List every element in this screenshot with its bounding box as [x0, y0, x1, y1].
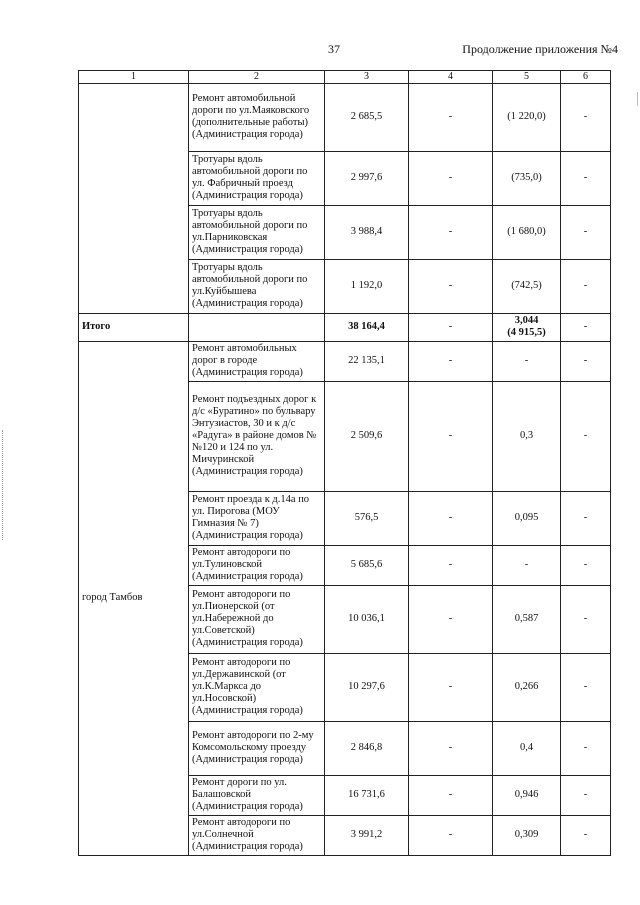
- value-cell: -: [409, 491, 493, 545]
- description-cell: Тротуары вдоль автомобильной дороги по ул.Куйбышева (Администрация города): [189, 259, 325, 313]
- value-cell: -: [409, 815, 493, 855]
- description-cell: Ремонт автодороги по ул.Солнечной (Администрация города): [189, 815, 325, 855]
- column-header: 3: [325, 71, 409, 84]
- appendix-note: Продолжение приложения №4: [462, 42, 618, 56]
- table-row: [79, 83, 611, 151]
- edge-mark: [631, 92, 638, 106]
- value-cell: -: [493, 341, 561, 381]
- total-value-5: [493, 313, 561, 341]
- value-cell: -: [409, 381, 493, 491]
- value-cell: 2 685,5: [325, 83, 409, 151]
- description-cell: Ремонт автодороги по ул.Державинской (от ул.К.Маркса до ул.Носовской) (Администрация города): [189, 653, 325, 721]
- value-cell: -: [561, 381, 611, 491]
- value-cell: 576,5: [325, 491, 409, 545]
- total-value: 38 164,4: [325, 313, 409, 341]
- value-cell: -: [561, 545, 611, 585]
- total-row: [79, 313, 611, 341]
- data-table: [78, 70, 611, 856]
- group-name-cell: город Тамбов: [79, 341, 189, 855]
- value-cell: -: [561, 341, 611, 381]
- description-cell: Ремонт подъездных дорог к д/с «Буратино» по бульвару Энтузиастов, 30 и к д/с «Радуга» в районе домов №№120 и 124 по ул. Мичуринской (Администрация города): [189, 381, 325, 491]
- value-cell: -: [561, 83, 611, 151]
- total-value-line: 3,044: [514, 314, 539, 326]
- value-cell: (742,5): [493, 259, 561, 313]
- value-cell: 0,4: [493, 721, 561, 775]
- value-cell: -: [409, 259, 493, 313]
- value-cell: -: [409, 653, 493, 721]
- value-cell: -: [409, 151, 493, 205]
- value-cell: 0,095: [493, 491, 561, 545]
- value-cell: 1 192,0: [325, 259, 409, 313]
- value-cell: 3 991,2: [325, 815, 409, 855]
- value-cell: 16 731,6: [325, 775, 409, 815]
- value-cell: 0,3: [493, 381, 561, 491]
- group-name-cell: [79, 83, 189, 313]
- value-cell: -: [561, 259, 611, 313]
- value-cell: 10 036,1: [325, 585, 409, 653]
- value-cell: -: [493, 545, 561, 585]
- value-cell: -: [561, 205, 611, 259]
- value-cell: 2 846,8: [325, 721, 409, 775]
- column-header: 5: [493, 71, 561, 84]
- value-cell: (735,0): [493, 151, 561, 205]
- value-cell: -: [561, 585, 611, 653]
- value-cell: 22 135,1: [325, 341, 409, 381]
- value-cell: (1 680,0): [493, 205, 561, 259]
- value-cell: -: [409, 83, 493, 151]
- description-cell: Тротуары вдоль автомобильной дороги по ул.Парниковская (Администрация города): [189, 205, 325, 259]
- value-cell: -: [409, 585, 493, 653]
- margin-mark: [2, 430, 5, 540]
- value-cell: 0,587: [493, 585, 561, 653]
- total-value: -: [561, 313, 611, 341]
- value-cell: 2 997,6: [325, 151, 409, 205]
- value-cell: -: [561, 653, 611, 721]
- description-cell: Ремонт автодороги по ул.Пионерской (от ул.Набережной до ул.Советской) (Администрация города): [189, 585, 325, 653]
- total-label: Итого: [79, 313, 189, 341]
- value-cell: 3 988,4: [325, 205, 409, 259]
- description-cell: Ремонт проезда к д.14а по ул. Пирогова (МОУ Гимназия № 7) (Администрация города): [189, 491, 325, 545]
- description-cell: Ремонт автомобильной дороги по ул.Маяковского (дополнительные работы) (Администрация города): [189, 83, 325, 151]
- value-cell: 2 509,6: [325, 381, 409, 491]
- description-cell: Ремонт автомобильных дорог в городе (Администрация города): [189, 341, 325, 381]
- empty-cell: [189, 313, 325, 341]
- value-cell: -: [561, 491, 611, 545]
- total-value: -: [409, 313, 493, 341]
- value-cell: -: [561, 151, 611, 205]
- value-cell: -: [561, 775, 611, 815]
- value-cell: 10 297,6: [325, 653, 409, 721]
- column-header: 2: [189, 71, 325, 84]
- header-row: [79, 71, 611, 84]
- description-cell: Ремонт автодороги по 2-му Комсомольскому проезду (Администрация города): [189, 721, 325, 775]
- table-row: [79, 341, 611, 381]
- column-header: 4: [409, 71, 493, 84]
- value-cell: 0,309: [493, 815, 561, 855]
- value-cell: -: [409, 775, 493, 815]
- value-cell: -: [409, 721, 493, 775]
- value-cell: 0,266: [493, 653, 561, 721]
- value-cell: (1 220,0): [493, 83, 561, 151]
- description-cell: Ремонт автодороги по ул.Тулиновской (Администрация города): [189, 545, 325, 585]
- page-number: 37: [328, 42, 340, 56]
- value-cell: -: [561, 721, 611, 775]
- value-cell: 0,946: [493, 775, 561, 815]
- value-cell: -: [409, 205, 493, 259]
- value-cell: -: [561, 815, 611, 855]
- value-cell: -: [409, 545, 493, 585]
- description-cell: Тротуары вдоль автомобильной дороги по ул. Фабричный проезд (Администрация города): [189, 151, 325, 205]
- value-cell: -: [409, 341, 493, 381]
- column-header: 6: [561, 71, 611, 84]
- value-cell: 5 685,6: [325, 545, 409, 585]
- column-header: 1: [79, 71, 189, 84]
- total-value-line: (4 915,5): [507, 327, 546, 338]
- description-cell: Ремонт дороги по ул. Балашовской (Администрация города): [189, 775, 325, 815]
